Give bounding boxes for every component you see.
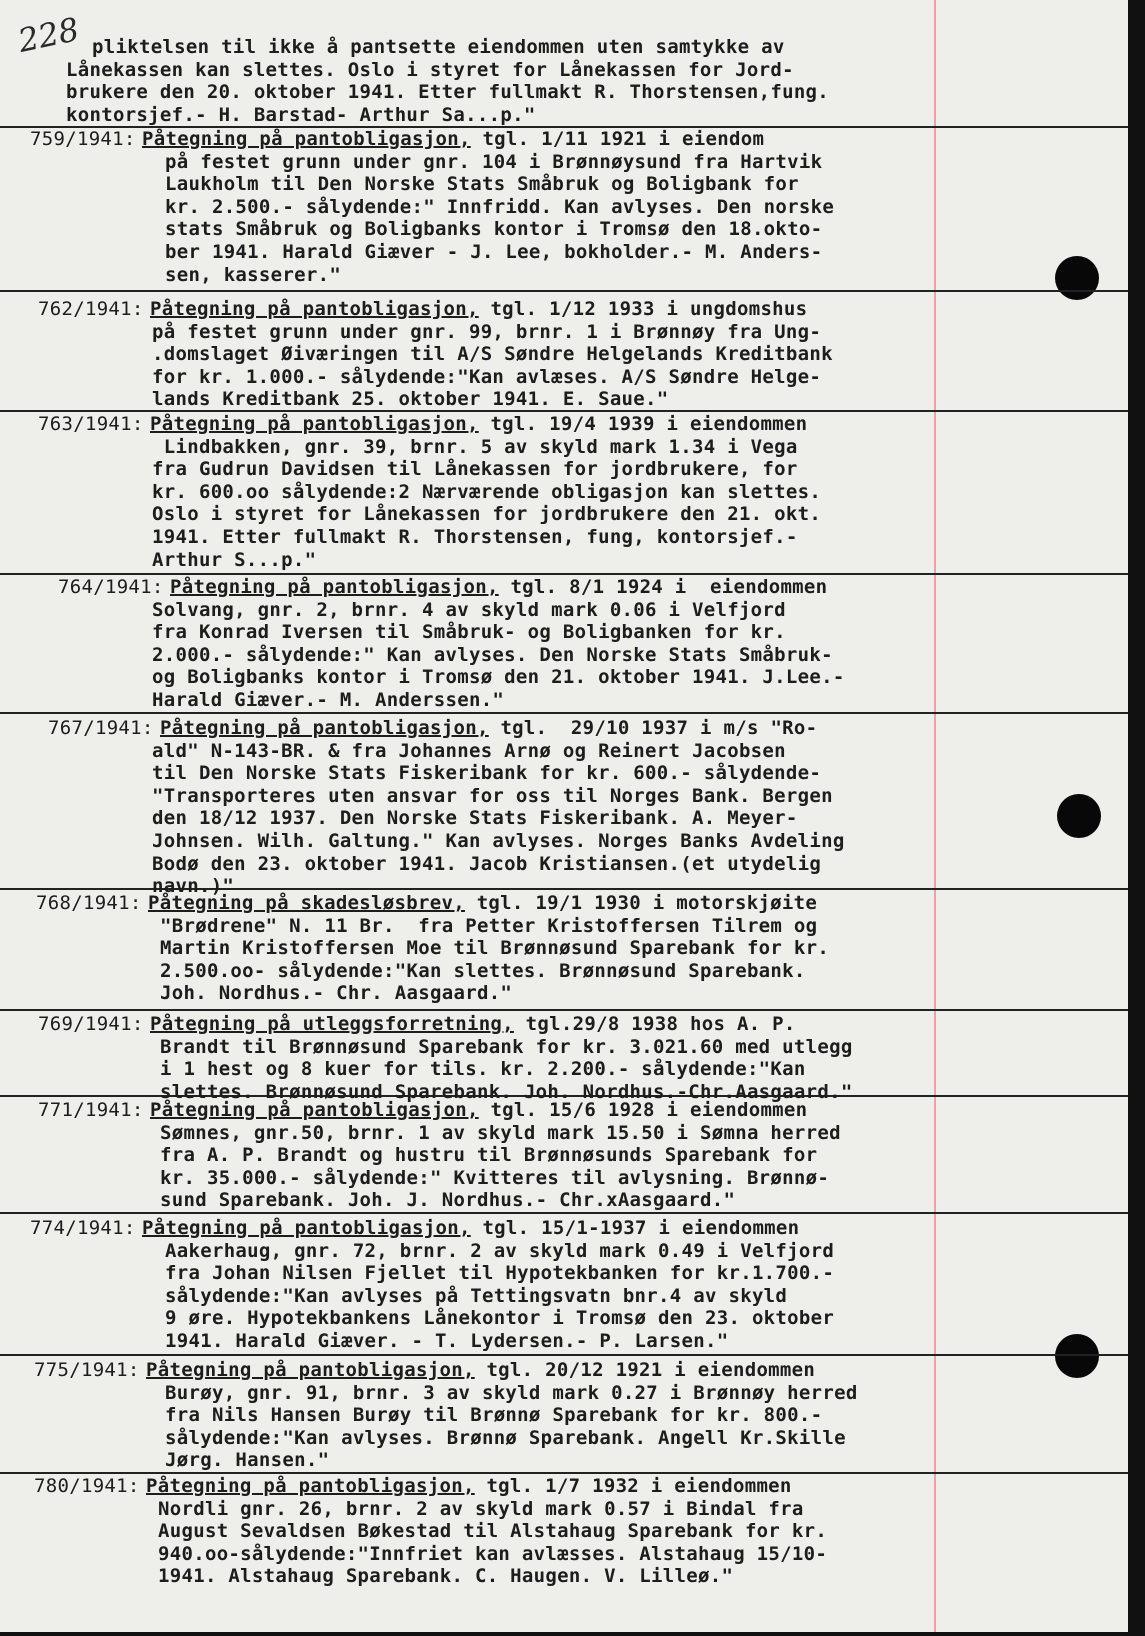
red-margin-line <box>934 0 936 1632</box>
entry-title-continuation: tgl. 8/1 1924 i eiendommen <box>498 576 828 598</box>
entry-body-line: og Boligbanks kontor i Tromsø den 21. oktober 1941. J.Lee.- <box>152 666 845 689</box>
entry-body-line: 1941. Harald Giæver. - T. Lydersen.- P. Larsen." <box>165 1330 729 1352</box>
entry-separator-rule <box>0 1212 1128 1214</box>
entry-body-line: ald" N-143-BR. & fra Johannes Arnø og Reinert Jacobsen <box>152 739 786 762</box>
entry-body-line: Laukholm til Den Norske Stats Småbruk og Boligbank for <box>165 173 799 196</box>
entry-body-line: slettes. Brønnøsund Sparebank. Joh. Nordhus.-Chr.Aasgaard." <box>160 1080 853 1103</box>
entry-body-line: Jørg. Hansen." <box>165 1449 330 1472</box>
entry-number: 767/1941: <box>48 717 154 739</box>
entry-body-line: "Brødrene" N. 11 Br. fra Petter Kristoffersen Tilrem og <box>160 914 818 937</box>
entry-body-line: til Den Norske Stats Fiskeribank for kr. 600.- sålydende- <box>152 762 822 785</box>
entry-first-line <box>146 1359 815 1382</box>
entry-title: Påtegning på pantobligasjon, <box>142 1217 471 1239</box>
entry-body-line: på festet grunn under gnr. 104 i Brønnøysund fra Hartvik <box>165 150 823 173</box>
entry-first-line <box>160 717 817 740</box>
entry-body-line: August Sevaldsen Bøkestad til Alstahaug Sparebank for kr. <box>158 1520 828 1543</box>
entry-title-continuation: tgl. 15/1-1937 i eiendommen <box>470 1217 800 1239</box>
entry-body-line: Lindbakken, gnr. 39, brnr. 5 av skyld mark 1.34 i Vega <box>152 435 798 458</box>
entry-body-line: fra Gudrun Davidsen til Lånekassen for jordbrukere, for <box>152 458 798 481</box>
entry-title: Påtegning på skadesløsbrev, <box>148 892 465 914</box>
entry-body-line: Harald Giæver.- M. Anderssen." <box>152 689 505 711</box>
entry-number: 762/1941: <box>38 298 144 320</box>
entry-number: 769/1941: <box>38 1013 144 1035</box>
entry-body-line: 2.000.- sålydende:" Kan avlyses. Den Norske Stats Småbruk- <box>152 643 833 666</box>
entry-body-line: lands Kreditbank 25. oktober 1941. E. Saue." <box>152 388 669 411</box>
entry-body-line: Sømnes, gnr.50, brnr. 1 av skyld mark 15.50 i Sømna herred <box>160 1121 841 1144</box>
entry-body-line: på festet grunn under gnr. 99, brnr. 1 i Brønnøy fra Ung- <box>152 320 822 343</box>
entry-title-continuation: tgl. 15/6 1928 i eiendommen <box>478 1099 808 1121</box>
entry-title: Påtegning på pantobligasjon, <box>150 413 479 435</box>
entry-title: Påtegning på pantobligasjon, <box>160 717 489 739</box>
entry-body-line: 9 øre. Hypotekbankens Lånekontor i Tromsø den 23. oktober <box>165 1307 835 1330</box>
entry-number: 775/1941: <box>34 1359 140 1381</box>
entry-body-line: Bodø den 23. oktober 1941. Jacob Kristiansen.(et utydelig <box>152 852 822 875</box>
entry-title: Påtegning på utleggsforretning, <box>150 1013 514 1035</box>
entry-body-line: den 18/12 1937. Den Norske Stats Fiskeribank. A. Meyer- <box>152 807 798 830</box>
intro-line: pliktelsen til ikke å pantsette eiendommen uten samtykke av <box>92 36 785 58</box>
entry-first-line <box>150 413 807 436</box>
entry-title: Påtegning på pantobligasjon, <box>146 1359 475 1381</box>
entry-body-line: kr. 35.000.- sålydende:" Kvitteres til avlysning. Brønnø- <box>160 1166 830 1189</box>
entry-body-line: fra Johan Nilsen Fjellet til Hypotekbanken for kr.1.700.- <box>165 1262 835 1285</box>
entry-number: 780/1941: <box>34 1475 140 1497</box>
punch-hole <box>1057 794 1101 838</box>
entry-body-line: 1941. Etter fullmakt R. Thorstensen, fung, kontorsjef.- <box>152 526 798 548</box>
entry-title-continuation: tgl. 19/1 1930 i motorskjøite <box>464 892 818 914</box>
entry-title-continuation: tgl. 19/4 1939 i eiendommen <box>478 413 808 435</box>
entry-body-line: Martin Kristoffersen Moe til Brønnøsund Sparebank for kr. <box>160 937 830 960</box>
entry-number: 763/1941: <box>38 413 144 435</box>
entry-body-line: Aakerhaug, gnr. 72, brnr. 2 av skyld mark 0.49 i Velfjord <box>165 1239 835 1262</box>
entry-number: 774/1941: <box>30 1217 136 1239</box>
entry-body-line: Nordli gnr. 26, brnr. 2 av skyld mark 0.57 i Bindal fra <box>158 1497 804 1520</box>
entry-body-line: stats Småbruk og Boligbanks kontor i Tromsø den 18.okto- <box>165 218 823 241</box>
entry-title: Påtegning på pantobligasjon, <box>170 576 499 598</box>
entry-body-line: kr. 2.500.- sålydende:" Innfridd. Kan avlyses. Den norske <box>165 195 835 218</box>
entry-title-continuation: tgl.29/8 1938 hos A. P. <box>513 1013 796 1035</box>
entry-title-continuation: tgl. 1/7 1932 i eiendommen <box>474 1475 792 1497</box>
entry-first-line <box>150 298 807 321</box>
intro-line: Lånekassen kan slettes. Oslo i styret for Lånekassen for Jord- <box>66 58 794 81</box>
intro-line: brukere den 20. oktober 1941. Etter fullmakt R. Thorstensen,fung. <box>66 81 830 104</box>
entry-body-line: navn.)" <box>152 875 235 898</box>
entry-body-line: Burøy, gnr. 91, brnr. 3 av skyld mark 0.27 i Brønnøy herred <box>165 1381 858 1404</box>
entry-title: Påtegning på pantobligasjon, <box>142 128 471 150</box>
entry-separator-rule <box>0 1472 1128 1474</box>
entry-separator-rule <box>0 290 1128 292</box>
entry-body-line: Brandt til Brønnøsund Sparebank for kr. 3.021.60 med utlegg <box>160 1035 853 1058</box>
entry-body-line: ber 1941. Harald Giæver - J. Lee, bokholder.- M. Anders- <box>165 241 823 263</box>
entry-body-line: for kr. 1.000.- sålydende:"Kan avlæses. A/S Søndre Helge- <box>152 365 822 388</box>
entry-body-line: kr. 600.oo sålydende:2 Nærværende obligasjon kan slettes. <box>152 480 822 503</box>
entry-first-line <box>150 1099 807 1122</box>
entry-title-continuation: tgl. 1/12 1933 i ungdomshus <box>478 298 808 320</box>
entry-body-line: Joh. Nordhus.- Chr. Aasgaard." <box>160 982 513 1005</box>
entry-first-line <box>142 1217 799 1240</box>
punch-hole <box>1055 1334 1099 1378</box>
entry-title-continuation: tgl. 29/10 1937 i m/s "Ro- <box>488 717 818 739</box>
entry-body-line: Oslo i styret for Lånekassen for jordbrukere den 21. okt. <box>152 503 822 526</box>
entry-number: 759/1941: <box>30 128 136 150</box>
entry-body-line: "Transporteres uten ansvar for oss til Norges Bank. Bergen <box>152 784 833 807</box>
entry-title: Påtegning på pantobligasjon, <box>150 1099 479 1121</box>
entry-number: 771/1941: <box>38 1099 144 1121</box>
entry-body-line: Johnsen. Wilh. Galtung." Kan avlyses. Norges Banks Avdeling <box>152 830 845 852</box>
entry-title: Påtegning på pantobligasjon, <box>150 298 479 320</box>
entry-body-line: fra A. P. Brandt og hustru til Brønnøsunds Sparebank for <box>160 1144 818 1167</box>
entry-separator-rule <box>0 712 1128 714</box>
entry-body-line: Solvang, gnr. 2, brnr. 4 av skyld mark 0.06 i Velfjord <box>152 598 786 621</box>
entry-body-line: i 1 hest og 8 kuer for tils. kr. 2.200.- sålydende:"Kan <box>160 1058 806 1081</box>
entry-body-line: fra Nils Hansen Burøy til Brønnø Sparebank for kr. 800.- <box>165 1404 823 1427</box>
entry-body-line: sen, kasserer." <box>165 263 342 286</box>
entry-first-line <box>146 1475 792 1498</box>
entry-title-continuation: tgl. 20/12 1921 i eiendommen <box>474 1359 816 1381</box>
entry-first-line <box>150 1013 796 1036</box>
entry-first-line <box>148 892 817 915</box>
entry-title-continuation: tgl. 1/11 1921 i eiendom <box>470 128 765 150</box>
entry-number: 764/1941: <box>58 576 164 598</box>
entry-body-line: .domslaget Øiværingen til A/S Søndre Helgelands Kreditbank <box>152 343 833 366</box>
entry-title: Påtegning på pantobligasjon, <box>146 1475 475 1497</box>
intro-line: kontorsjef.- H. Barstad- Arthur Sa...p." <box>66 103 536 126</box>
entry-body-line: sund Sparebank. Joh. J. Nordhus.- Chr.xAasgaard." <box>160 1189 736 1212</box>
entry-first-line <box>142 128 764 151</box>
entry-number: 768/1941: <box>36 892 142 914</box>
entry-body-line: 940.oo-sålydende:"Innfriet kan avlæsses. Alstahaug 15/10- <box>158 1542 828 1565</box>
entry-separator-rule <box>0 1354 1128 1356</box>
entry-body-line: Arthur S...p." <box>152 548 317 571</box>
entry-separator-rule <box>0 573 1128 575</box>
entry-body-line: 1941. Alstahaug Sparebank. C. Haugen. V. Lilleø." <box>158 1565 734 1588</box>
page-number: 228 <box>14 10 83 60</box>
punch-hole <box>1055 256 1099 300</box>
entry-body-line: 2.500.oo- sålydende:"Kan slettes. Brønnøsund Sparebank. <box>160 959 806 982</box>
entry-separator-rule <box>0 1009 1128 1011</box>
entry-body-line: sålydende:"Kan avlyses på Tettingsvatn bnr.4 av skyld <box>165 1284 788 1307</box>
entry-first-line <box>170 576 827 599</box>
entry-body-line: fra Konrad Iversen til Småbruk- og Boligbanken for kr. <box>152 621 786 644</box>
entry-body-line: sålydende:"Kan avlyses. Brønnø Sparebank. Angell Kr.Skille <box>165 1426 846 1449</box>
